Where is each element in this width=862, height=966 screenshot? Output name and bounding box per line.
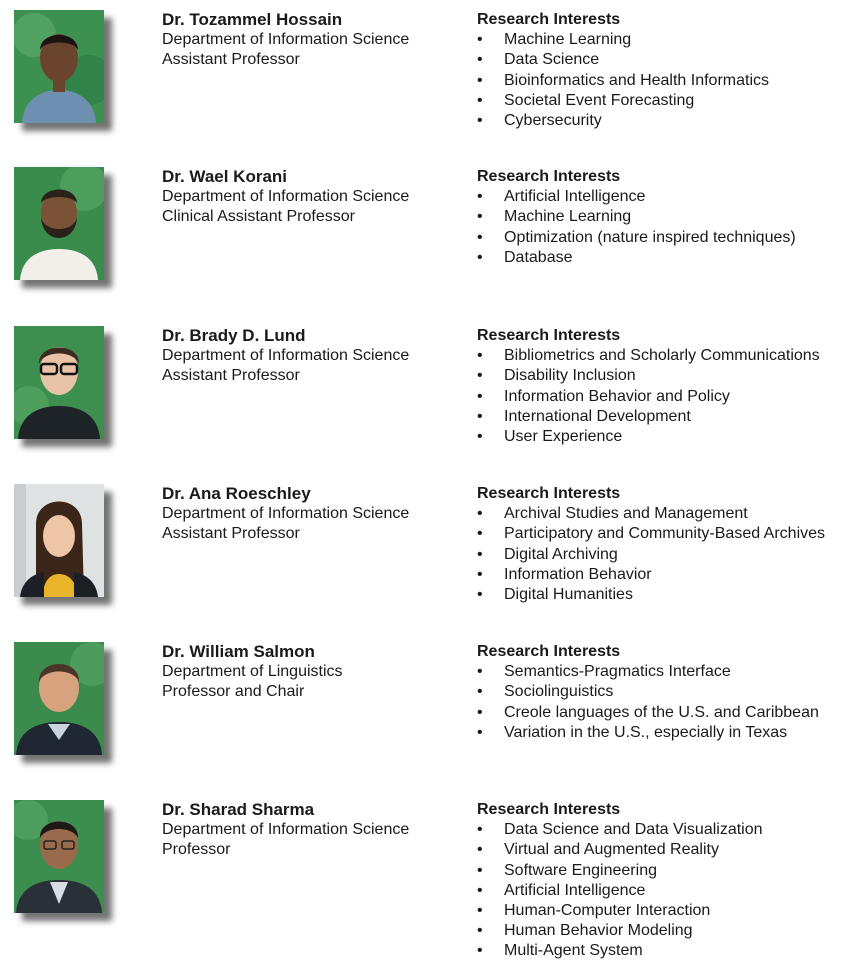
- list-item: • Data Science and Data Visualization: [477, 821, 763, 839]
- faculty-info: [162, 484, 409, 545]
- faculty-title: Assistant Professor: [162, 525, 300, 543]
- interests-heading: Research Interests: [477, 643, 621, 660]
- interests-heading: Research Interests: [477, 801, 621, 818]
- list-item: • Machine Learning: [477, 31, 632, 49]
- list-item: • Software Engineering: [477, 861, 657, 879]
- list-item: • International Development: [477, 407, 691, 425]
- research-interests: [477, 800, 763, 962]
- interests-list: [477, 662, 819, 743]
- faculty-name: Dr. Wael Korani: [162, 167, 288, 186]
- faculty-department: Department of Information Science: [162, 821, 410, 839]
- list-item: • Information Behavior: [477, 565, 652, 583]
- faculty-department: Department of Information Science: [162, 31, 410, 49]
- list-item: • User Experience: [477, 428, 623, 446]
- interests-list: [477, 346, 820, 447]
- faculty-title: Assistant Professor: [162, 51, 300, 69]
- interests-heading: Research Interests: [477, 11, 621, 28]
- list-item: • Creole languages of the U.S. and Caribbean: [477, 703, 819, 721]
- research-interests: [477, 326, 820, 447]
- list-item: • Human Behavior Modeling: [477, 922, 693, 940]
- interests-list: [477, 504, 825, 605]
- list-item: • Societal Event Forecasting: [477, 91, 695, 109]
- faculty-info: [162, 326, 409, 387]
- faculty-photo: [14, 326, 104, 439]
- faculty-department: Department of Information Science: [162, 188, 410, 206]
- list-item: • Bioinformatics and Health Informatics: [477, 71, 769, 89]
- list-item: • Optimization (nature inspired techniques): [477, 228, 796, 246]
- list-item: • Digital Archiving: [477, 545, 618, 563]
- research-interests: [477, 484, 825, 605]
- list-item: • Artificial Intelligence: [477, 188, 646, 206]
- faculty-photo: [14, 10, 104, 123]
- list-item: • Cybersecurity: [477, 112, 602, 130]
- list-item: • Data Science: [477, 51, 600, 69]
- list-item: • Participatory and Community-Based Archives: [477, 525, 826, 543]
- list-item: • Disability Inclusion: [477, 367, 636, 385]
- list-item: • Bibliometrics and Scholarly Communications: [477, 347, 820, 365]
- faculty-department: Department of Linguistics: [162, 663, 343, 681]
- faculty-photo: [14, 167, 104, 280]
- list-item: • Sociolinguistics: [477, 683, 614, 701]
- list-item: • Variation in the U.S., especially in Texas: [477, 723, 788, 741]
- list-item: • Multi-Agent System: [477, 942, 643, 960]
- faculty-name: Dr. Tozammel Hossain: [162, 10, 343, 29]
- research-interests: [477, 167, 796, 268]
- interests-heading: Research Interests: [477, 485, 621, 502]
- research-interests: [477, 10, 769, 131]
- list-item: • Archival Studies and Management: [477, 505, 748, 523]
- faculty-photo: [14, 642, 104, 755]
- faculty-photo: [14, 484, 104, 597]
- research-interests: [477, 642, 819, 743]
- list-item: • Machine Learning: [477, 208, 632, 226]
- interests-list: [477, 30, 769, 131]
- interests-list: [477, 820, 763, 961]
- list-item: • Database: [477, 248, 573, 266]
- list-item: • Artificial Intelligence: [477, 881, 646, 899]
- faculty-name: Dr. William Salmon: [162, 642, 315, 661]
- faculty-info: [162, 642, 343, 703]
- interests-list: [477, 187, 796, 268]
- faculty-name: Dr. Ana Roeschley: [162, 484, 311, 503]
- interests-heading: Research Interests: [477, 168, 621, 185]
- faculty-title: Professor: [162, 841, 231, 859]
- faculty-info: [162, 10, 409, 71]
- faculty-photo: [14, 800, 104, 913]
- faculty-department: Department of Information Science: [162, 505, 410, 523]
- interests-heading: Research Interests: [477, 327, 621, 344]
- list-item: • Human-Computer Interaction: [477, 902, 711, 920]
- list-item: • Semantics-Pragmatics Interface: [477, 663, 731, 681]
- faculty-title: Clinical Assistant Professor: [162, 208, 355, 226]
- list-item: • Virtual and Augmented Reality: [477, 841, 719, 859]
- faculty-title: Assistant Professor: [162, 367, 300, 385]
- faculty-info: [162, 800, 409, 861]
- faculty-name: Dr. Brady D. Lund: [162, 326, 306, 345]
- list-item: • Digital Humanities: [477, 586, 633, 604]
- list-item: • Information Behavior and Policy: [477, 387, 730, 405]
- faculty-info: [162, 167, 409, 228]
- faculty-title: Professor and Chair: [162, 683, 305, 701]
- faculty-name: Dr. Sharad Sharma: [162, 800, 315, 819]
- faculty-department: Department of Information Science: [162, 347, 410, 365]
